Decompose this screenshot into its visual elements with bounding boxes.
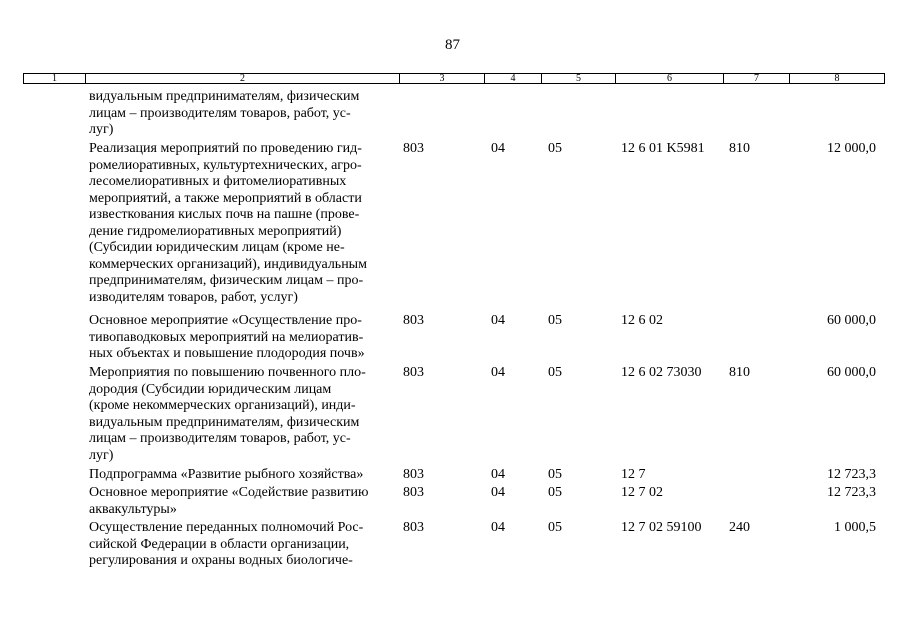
description-line: коммерческих организаций), индивидуальным (89, 256, 367, 272)
header-col-1: 1 (24, 74, 86, 83)
description-line: видуальным предпринимателям, физическим (89, 89, 360, 104)
description-line: тивопаводковых мероприятий на мелиоратив- (89, 329, 364, 345)
section-code: 04 (491, 485, 505, 500)
description-line: лесомелиоративных и фитомелиоративных (89, 174, 347, 189)
amount: 1 000,5 (834, 520, 876, 535)
description-line: дение гидромелиоративных мероприятий) (89, 223, 342, 239)
target-article-code: 12 7 02 59100 (621, 520, 702, 535)
expense-type-code: 240 (729, 520, 750, 535)
header-col-3: 3 (400, 74, 485, 83)
description-line: лицам – производителям товаров, работ, ус- (89, 105, 351, 121)
header-col-7: 7 (724, 74, 790, 83)
description-line: луг) (89, 447, 114, 463)
header-col-8: 8 (834, 73, 840, 84)
description-line: мероприятий, а также мероприятий в области (89, 190, 362, 206)
ministry-code: 803 (403, 485, 424, 500)
expense-type-code: 810 (729, 141, 750, 156)
ministry-code: 803 (403, 467, 424, 482)
target-article-code: 12 6 02 (621, 313, 663, 328)
description-line: дородия (Субсидии юридическим лицам (89, 381, 332, 397)
amount: 60 000,0 (827, 365, 876, 380)
row-description (89, 520, 399, 570)
header-col-5: 5 (542, 74, 616, 83)
header-col-2: 2 (86, 74, 400, 83)
amount: 12 000,0 (827, 141, 876, 156)
row-description (89, 365, 399, 464)
section-code: 04 (491, 365, 505, 380)
amount: 12 723,3 (827, 485, 876, 500)
expense-type-code: 810 (729, 365, 750, 380)
section-code: 04 (491, 141, 505, 156)
amount: 12 723,3 (827, 467, 876, 482)
description-line: Реализация мероприятий по проведению гид- (89, 141, 362, 156)
description-line: Осуществление переданных полномочий Рос- (89, 520, 364, 535)
subsection-code: 05 (548, 365, 562, 380)
ministry-code: 803 (403, 365, 424, 380)
description-line: ромелиоративных, культуртехнических, агро- (89, 157, 362, 173)
subsection-code: 05 (548, 141, 562, 156)
row-description (89, 485, 399, 518)
page-number: 87 (445, 37, 460, 53)
row-description (89, 89, 399, 139)
ministry-code: 803 (403, 141, 424, 156)
header-col-4: 4 (485, 74, 542, 83)
amount: 60 000,0 (827, 313, 876, 328)
description-line: предпринимателям, физическим лицам – про- (89, 273, 364, 288)
description-line: видуальным предпринимателям, физическим (89, 414, 360, 430)
subsection-code: 05 (548, 485, 562, 500)
ministry-code: 803 (403, 520, 424, 535)
subsection-code: 05 (548, 313, 562, 328)
description-line: аквакультуры» (89, 501, 177, 517)
row-description (89, 467, 399, 484)
section-code: 04 (491, 520, 505, 535)
description-line: сийской Федерации в области организации, (89, 536, 350, 552)
target-article-code: 12 6 01 K5981 (621, 141, 705, 156)
table-header (23, 73, 885, 84)
description-line: (кроме некоммерческих организаций), инди- (89, 398, 356, 413)
target-article-code: 12 7 02 (621, 485, 663, 500)
description-line: регулирования и охраны водных биологиче- (89, 553, 353, 568)
description-line: Основное мероприятие «Осуществление про- (89, 313, 362, 328)
description-line: известкования кислых почв на пашне (прове- (89, 207, 360, 222)
description-line: лицам – производителям товаров, работ, ус- (89, 431, 351, 446)
subsection-code: 05 (548, 467, 562, 482)
description-line: Мероприятия по повышению почвенного пло- (89, 365, 366, 380)
description-line: (Субсидии юридическим лицам (кроме не- (89, 240, 345, 255)
description-line: Подпрограмма «Развитие рыбного хозяйства» (89, 467, 364, 482)
description-line: Основное мероприятие «Содействие развитию (89, 485, 369, 500)
ministry-code: 803 (403, 313, 424, 328)
row-description (89, 141, 399, 306)
header-col-6: 6 (616, 74, 724, 83)
row-description (89, 313, 399, 363)
subsection-code: 05 (548, 520, 562, 535)
section-code: 04 (491, 313, 505, 328)
description-line: луг) (89, 122, 114, 137)
description-line: изводителям товаров, работ, услуг) (89, 289, 298, 305)
description-line: ных объектах и повышение плодородия почв» (89, 346, 365, 361)
target-article-code: 12 7 (621, 467, 646, 482)
target-article-code: 12 6 02 73030 (621, 365, 702, 380)
section-code: 04 (491, 467, 505, 482)
